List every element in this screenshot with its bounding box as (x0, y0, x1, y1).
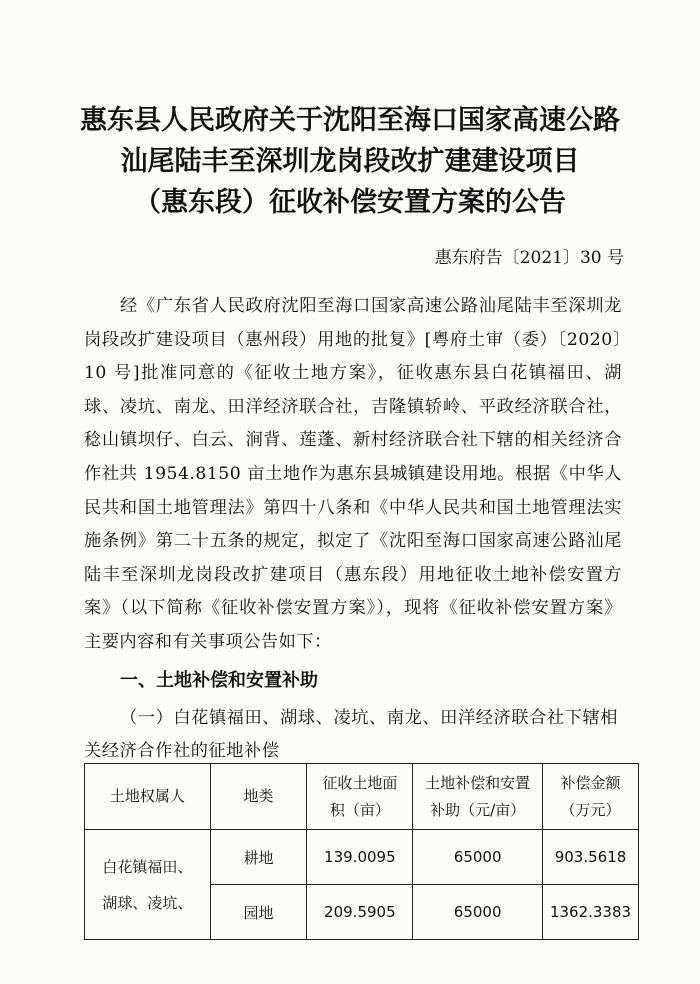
title-line-3: （惠东段）征收补偿安置方案的公告 (134, 187, 566, 218)
owner-line-1: 白花镇福田、 (102, 857, 193, 876)
area-cell: 139.0095 (307, 830, 413, 885)
intro-paragraph: 经《广东省人民政府沈阳至海口国家高速公路汕尾陆丰至深圳龙岗段改扩建设项目（惠州段）用地的批复》[粤府土审（委）〔2020〕10 号]批准同意的《征收土地方案》，征收惠东县白花镇福田、湖球、凌坑、南龙、田洋经济联合社，吉隆镇轿岭、平政经济联合社，稔山镇坝仔、白云、涧背、莲蓬、新村经济联合社下辖的相关经济合作社共 1954.8150 亩土地作为惠东县城镇建设用地。根据《中华人民共和国土地管理法》第四十八条和《中华人民共和国土地管理法实施条例》第二十五条的规定，拟定了《沈阳至海口国家高速公路汕尾陆丰至深圳龙岗段改扩建项目（惠东段）用地征收土地补偿安置方案》（以下简称《征收补偿安置方案》），现将《征收补偿安置方案》主要内容和有关事项公告如下： (84, 296, 622, 652)
header-land-type: 地类 (210, 764, 307, 830)
compensation-table (84, 763, 639, 940)
area-cell: 209.5905 (307, 885, 413, 940)
subsection-heading: （一）白花镇福田、湖球、凌坑、南龙、田洋经济联合社下辖相关经济合作社的征地补偿 (84, 708, 619, 761)
document-title (60, 100, 640, 223)
land-type-cell: 园地 (210, 885, 307, 940)
header-amount: 补偿金额（万元） (543, 764, 639, 830)
document-number: 惠东府告〔2021〕30 号 (434, 248, 624, 268)
amount-cell: 1362.3383 (543, 885, 639, 940)
title-line-2: 汕尾陆丰至深圳龙岗段改扩建建设项目 (120, 146, 580, 177)
header-area: 征收土地面积（亩） (307, 764, 413, 830)
rate-cell: 65000 (413, 885, 543, 940)
table-header-row (85, 764, 639, 830)
table-row (85, 830, 639, 885)
rate-cell: 65000 (413, 830, 543, 885)
section-heading: 一、土地补偿和安置补助 (120, 670, 318, 691)
title-line-1: 惠东县人民政府关于沈阳至海口国家高速公路 (80, 105, 620, 136)
header-rate: 土地补偿和安置补助（元/亩） (413, 764, 543, 830)
header-owner: 土地权属人 (85, 764, 211, 830)
owner-cell (85, 830, 211, 940)
amount-cell: 903.5618 (543, 830, 639, 885)
land-type-cell: 耕地 (210, 830, 307, 885)
owner-line-2: 湖球、凌坑、 (102, 893, 193, 912)
